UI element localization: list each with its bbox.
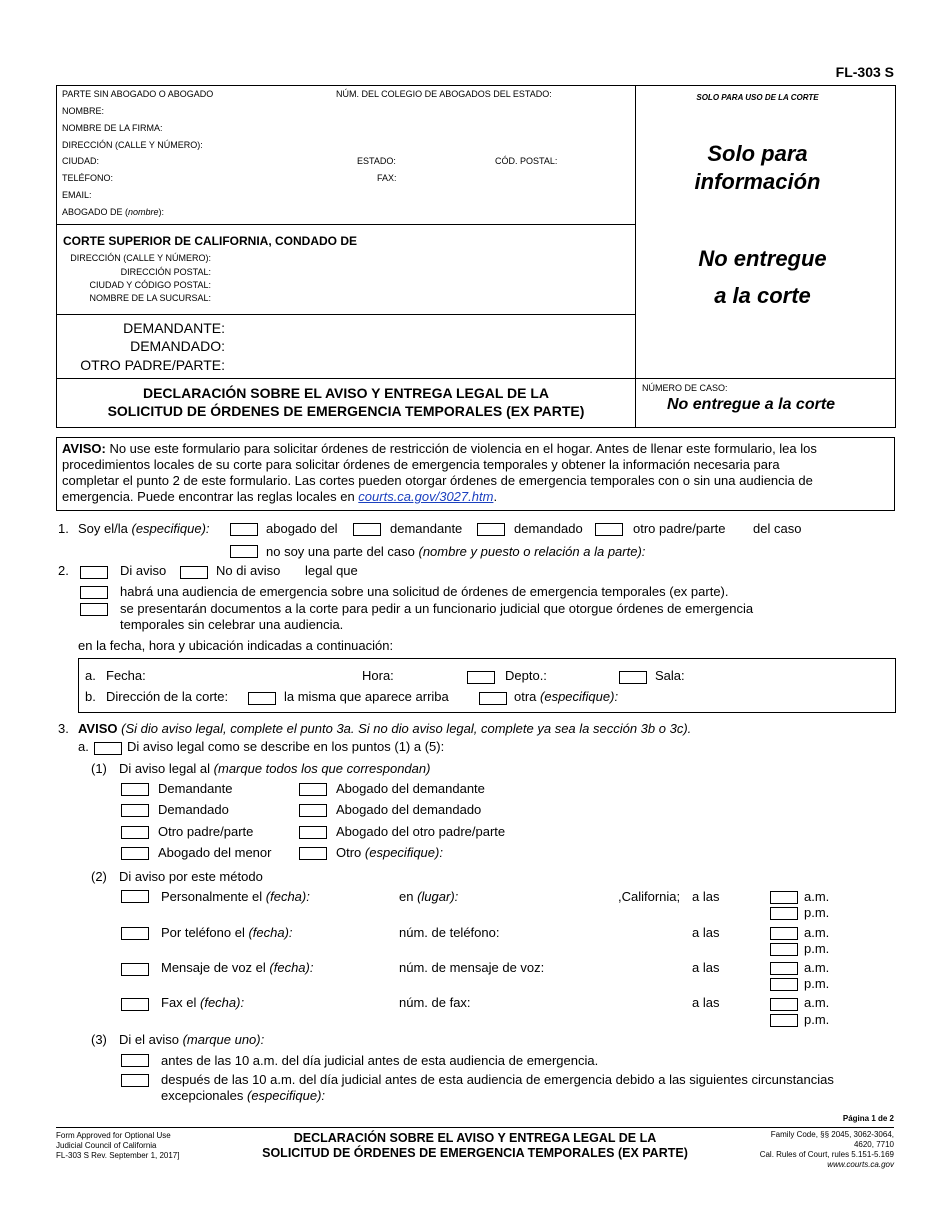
- phone-label: TELÉFONO:: [62, 173, 114, 183]
- method-phone-at: a las: [692, 925, 720, 940]
- checkbox-same-address[interactable]: [248, 692, 276, 705]
- petitioner-label: DEMANDANTE:: [123, 320, 225, 336]
- do-not-file-line1: No entregue: [698, 246, 827, 271]
- other-party-label: OTRO PADRE/PARTE:: [80, 357, 225, 373]
- checkbox-phone-pm[interactable]: [770, 943, 798, 956]
- court-branch-label: NOMBRE DE LA SUCURSAL:: [89, 293, 211, 303]
- case-number-label: NÚMERO DE CASO:: [642, 383, 728, 393]
- notice-line2: procedimientos locales de su corte para solicitar órdenes de emergencia temporales y obtener la información necesaria para: [62, 457, 780, 472]
- court-street-label: DIRECCIÓN (CALLE Y NÚMERO):: [70, 253, 211, 263]
- court-mailing-label: DIRECCIÓN POSTAL:: [120, 267, 211, 277]
- address-label: DIRECCIÓN (CALLE Y NÚMERO):: [62, 140, 203, 150]
- local-rules-link[interactable]: courts.ca.gov/3027.htm: [358, 489, 494, 504]
- item3-sub2-num: (2): [91, 869, 107, 884]
- checkbox-notice-petitioner[interactable]: [121, 783, 149, 796]
- checkbox-hearing[interactable]: [80, 586, 108, 599]
- item3-sub2-text: Di aviso por este método: [119, 869, 263, 884]
- checkbox-phone-am[interactable]: [770, 927, 798, 940]
- method-personal-place: en (lugar):: [399, 889, 459, 904]
- checkbox-other-parent[interactable]: [595, 523, 623, 536]
- form-id: FL-303 S: [835, 64, 894, 80]
- notice-line3: completar el punto 2 de este formulario. Las cortes pueden otorgar órdenes de emergencia temporales con o sin una audiencia de: [62, 473, 813, 488]
- item3-intro: AVISO (Si dio aviso legal, complete el punto 3a. Si no dio aviso legal, complete ya sea la sección 3b o 3c).: [78, 721, 692, 736]
- method-phone-number: núm. de teléfono:: [399, 925, 500, 940]
- checkbox-before-10am[interactable]: [121, 1054, 149, 1067]
- footer-right: Family Code, §§ 2045, 3062-3064, 4620, 7710 Cal. Rules of Court, rules 5.151-5.169 www.courts.ca.gov: [759, 1130, 894, 1169]
- method-fax-label: Fax el (fecha):: [161, 995, 245, 1010]
- notice-other-attorney-label: Abogado del otro padre/parte: [336, 824, 506, 839]
- court-title: CORTE SUPERIOR DE CALIFORNIA, CONDADO DE: [63, 234, 358, 248]
- item3-sub3-text: Di el aviso (marque uno):: [119, 1032, 265, 1047]
- item3-a-text: Di aviso legal como se describe en los puntos (1) a (5):: [127, 739, 445, 754]
- case-number-value: No entregue a la corte: [667, 396, 836, 413]
- court-city-zip-label: CIUDAD Y CÓDIGO POSTAL:: [89, 280, 211, 290]
- state-label: ESTADO:: [357, 156, 396, 166]
- checkbox-method-phone[interactable]: [121, 927, 149, 940]
- method-voicemail-number: núm. de mensaje de voz:: [399, 960, 545, 975]
- item1-tail: del caso: [753, 521, 802, 536]
- item3-number: 3.: [58, 721, 69, 736]
- after-10am-label-1: después de las 10 a.m. del día judicial antes de esta audiencia de emergencia debido a las siguientes circunstancias: [161, 1072, 834, 1087]
- hearing-b: b.: [85, 689, 96, 704]
- notice-minor-attorney-label: Abogado del menor: [158, 845, 272, 860]
- item1-opt-respondent: demandado: [514, 521, 583, 536]
- notice-line1: AVISO: No use este formulario para solicitar órdenes de restricción de violencia en el hogar. Antes de llenar este formulario, lea los: [62, 441, 817, 456]
- voicemail-pm-label: p.m.: [804, 976, 830, 991]
- checkbox-petitioner[interactable]: [353, 523, 381, 536]
- city-label: CIUDAD:: [62, 156, 100, 166]
- item2-number: 2.: [58, 563, 69, 578]
- firm-label: NOMBRE DE LA FIRMA:: [62, 123, 163, 133]
- phone-am-label: a.m.: [804, 925, 830, 940]
- method-voicemail-at: a las: [692, 960, 720, 975]
- checkbox-notice-respondent[interactable]: [121, 804, 149, 817]
- same-address-label: la misma que aparece arriba: [284, 689, 449, 704]
- item1-opt-attorney: abogado del: [266, 521, 338, 536]
- form-title-line2: SOLICITUD DE ÓRDENES DE EMERGENCIA TEMPORALES (EX PARTE): [107, 403, 585, 419]
- checkbox-not-a-party[interactable]: [230, 545, 258, 558]
- checkbox-notice-petitioner-attorney[interactable]: [299, 783, 327, 796]
- checkbox-voicemail-am[interactable]: [770, 962, 798, 975]
- checkbox-no-hearing[interactable]: [80, 603, 108, 616]
- item2-no-notice: No di aviso: [216, 563, 281, 578]
- checkbox-method-voicemail[interactable]: [121, 963, 149, 976]
- hearing-room-label: Sala:: [655, 668, 685, 683]
- method-personal-label: Personalmente el (fecha):: [161, 889, 310, 904]
- fax-label: FAX:: [377, 173, 397, 183]
- zip-label: CÓD. POSTAL:: [495, 156, 558, 166]
- footer-title: DECLARACIÓN SOBRE EL AVISO Y ENTREGA LEGAL DE LA SOLICITUD DE ÓRDENES DE EMERGENCIA TEMPORALES (EX PARTE): [262, 1131, 688, 1160]
- checkbox-other-address[interactable]: [479, 692, 507, 705]
- hearing-a: a.: [85, 668, 96, 683]
- checkbox-notice-other[interactable]: [299, 847, 327, 860]
- item2-legal-that: legal que: [305, 563, 358, 578]
- checkbox-method-personal[interactable]: [121, 890, 149, 903]
- phone-pm-label: p.m.: [804, 941, 830, 956]
- notice-petitioner-attorney-label: Abogado del demandante: [336, 781, 485, 796]
- personal-am-label: a.m.: [804, 889, 830, 904]
- notice-other-label: Otro (especifique):: [336, 845, 443, 860]
- checkbox-personal-pm[interactable]: [770, 907, 798, 920]
- email-label: EMAIL:: [62, 190, 92, 200]
- item2-opt-no-hearing-2: temporales sin celebrar una audiencia.: [120, 617, 344, 632]
- method-personal-california: ,California;: [618, 889, 681, 904]
- after-10am-label-2: excepcionales (especifique):: [161, 1088, 326, 1103]
- checkbox-after-10am[interactable]: [121, 1074, 149, 1087]
- checkbox-notice-respondent-attorney[interactable]: [299, 804, 327, 817]
- checkbox-room[interactable]: [619, 671, 647, 684]
- method-voicemail-label: Mensaje de voz el (fecha):: [161, 960, 314, 975]
- method-fax-at: a las: [692, 995, 720, 1010]
- party-label: PARTE SIN ABOGADO O ABOGADO: [62, 89, 214, 99]
- item3-sub3-num: (3): [91, 1032, 107, 1047]
- checkbox-notice-minor-attorney[interactable]: [121, 847, 149, 860]
- checkbox-fax-am[interactable]: [770, 998, 798, 1011]
- checkbox-gave-notice[interactable]: [80, 566, 108, 579]
- do-not-file-line2: a la corte: [714, 283, 811, 308]
- item3-sub1-num: (1): [91, 761, 107, 776]
- court-address-label: Dirección de la corte:: [106, 689, 229, 704]
- notice-line4: emergencia. Puede encontrar las reglas locales en courts.ca.gov/3027.htm.: [62, 489, 498, 504]
- name-label: NOMBRE:: [62, 106, 105, 116]
- attorney-for-label: ABOGADO DE (nombre):: [62, 207, 165, 217]
- item3-a: a.: [78, 739, 89, 754]
- checkbox-gave-legal-notice[interactable]: [94, 742, 122, 755]
- method-personal-at: a las: [692, 889, 720, 904]
- notice-respondent-label: Demandado: [158, 802, 229, 817]
- checkbox-dept[interactable]: [467, 671, 495, 684]
- hearing-dept-label: Depto.:: [505, 668, 547, 683]
- item1-opt-petitioner: demandante: [390, 521, 463, 536]
- item3-sub1-text: Di aviso legal al (marque todos los que correspondan): [119, 761, 431, 776]
- checkbox-notice-other-attorney[interactable]: [299, 826, 327, 839]
- court-use-label: SOLO PARA USO DE LA CORTE: [696, 93, 819, 102]
- item1-lead: Soy el/la (especifique):: [78, 521, 210, 536]
- notice-other-parent-label: Otro padre/parte: [158, 824, 254, 839]
- bar-number-label: NÚM. DEL COLEGIO DE ABOGADOS DEL ESTADO:: [336, 89, 552, 99]
- checkbox-attorney-for[interactable]: [230, 523, 258, 536]
- checkbox-no-notice[interactable]: [180, 566, 208, 579]
- method-fax-number: núm. de fax:: [399, 995, 471, 1010]
- form-title-line1: DECLARACIÓN SOBRE EL AVISO Y ENTREGA LEGAL DE LA: [142, 385, 550, 401]
- notice-petitioner-label: Demandante: [158, 781, 233, 796]
- checkbox-voicemail-pm[interactable]: [770, 978, 798, 991]
- checkbox-respondent[interactable]: [477, 523, 505, 536]
- other-address-label: otra (especifique):: [514, 689, 619, 704]
- checkbox-method-fax[interactable]: [121, 998, 149, 1011]
- method-phone-label: Por teléfono el (fecha):: [161, 925, 293, 940]
- info-only-line2: información: [694, 169, 821, 194]
- checkbox-personal-am[interactable]: [770, 891, 798, 904]
- fax-am-label: a.m.: [804, 995, 830, 1010]
- respondent-label: DEMANDADO:: [130, 338, 225, 354]
- hearing-time-label: Hora:: [362, 668, 394, 683]
- voicemail-am-label: a.m.: [804, 960, 830, 975]
- personal-pm-label: p.m.: [804, 905, 830, 920]
- info-only-line1: Solo para: [707, 141, 808, 166]
- checkbox-notice-other-parent[interactable]: [121, 826, 149, 839]
- footer-left: Form Approved for Optional Use Judicial Council of California FL-303 S Rev. September 1, 2017]: [56, 1131, 180, 1160]
- item1-opt-other-parent: otro padre/parte: [633, 521, 726, 536]
- before-10am-label: antes de las 10 a.m. del día judicial antes de esta audiencia de emergencia.: [161, 1053, 599, 1068]
- item2-opt-no-hearing-1: se presentarán documentos a la corte para pedir a un funcionario judicial que otorgue órdenes de emergencia: [120, 601, 754, 616]
- item1-number: 1.: [58, 521, 69, 536]
- fax-pm-label: p.m.: [804, 1012, 830, 1027]
- item2-gave-notice: Di aviso: [120, 563, 167, 578]
- item2-opt-hearing: habrá una audiencia de emergencia sobre una solicitud de órdenes de emergencia temporales (ex parte).: [120, 584, 729, 599]
- notice-respondent-attorney-label: Abogado del demandado: [336, 802, 482, 817]
- page-number: Página 1 de 2: [842, 1114, 894, 1123]
- item1-opt-not-party: no soy una parte del caso (nombre y puesto o relación a la parte):: [266, 544, 646, 559]
- hearing-date-label: Fecha:: [106, 668, 146, 683]
- checkbox-fax-pm[interactable]: [770, 1014, 798, 1027]
- item2-date-line: en la fecha, hora y ubicación indicadas a continuación:: [78, 638, 394, 653]
